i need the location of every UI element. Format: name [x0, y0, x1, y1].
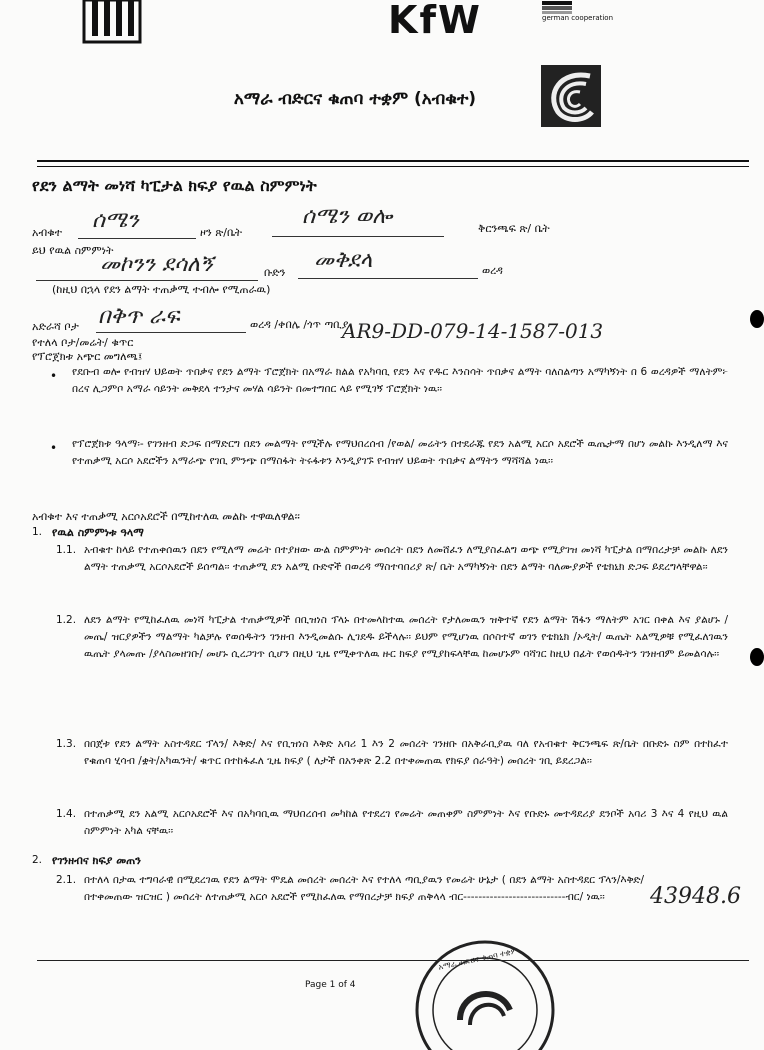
page-number: Page 1 of 4: [305, 980, 356, 990]
beneficiary-note: (ከዚህ በኋላ የደን ልማት ተጠቃሚ ተብሎ የሚጠራዉ): [52, 283, 271, 296]
emblem-logo: [82, 0, 142, 44]
label-zone: ዞን ጽ/ቤት: [200, 226, 243, 239]
clause-2-1-number: 2.1.: [56, 874, 77, 886]
field-line-member: [36, 280, 258, 281]
bullet-dot-2: •: [50, 441, 58, 455]
label-branch: ቅርንጫፍ ጽ/ ቤት: [478, 222, 550, 235]
section-2-number: 2.: [32, 854, 43, 866]
bullet-text-1: የደቡብ ወሎ የብዝሃ ህይወት ጥበቃና የደን ልማት ፕሮጀክት በአማራ ክልል የአካባቢ የደን እና የዱር እንስሳት ጥበቃና ልማት ባለስልጣን አማካኝነት በ 6 ወረዳዎች ማለትም፦ በረና ሊጋምቦ አማራ ሳይንት መቅደላ ተንታና መሃል ሳይንት በመተግበር ላይ የሚገኝ ፕሮጀክት ነዉ፡፡: [72, 366, 728, 395]
kfw-logo-text: KfW: [388, 0, 482, 42]
german-cooperation-flag-icon: [540, 1, 630, 15]
handwritten-amount: 43948.6: [650, 884, 741, 909]
clause-1-4-text: በተጠቃሚ ደን አልሚ አርሶአደሮች እና በአካባቢዉ ማህበረሰብ መካከል የተደረገ የመሬት መጠቀም ስምምነት እና የቡድኑ መተዳደሪያ ደንቦች አባሪ 3 እና 4 የዚህ ዉል ስምምነት አካል ናቸዉ፡፡: [84, 808, 728, 837]
label-address: አድራሻ ቦታ: [32, 320, 79, 333]
bullet-dot-1: •: [50, 369, 58, 383]
bullet-text-2: የፕሮጀክቱ ዓላማ፡- የገንዘብ ድጋፍ በማድርግ በደን መልማት የሚችሉ የማህበረሰብ /የወል/ መሬትን በተደራጁ የደን አልሚ አርሶ አደሮች ዉጤታማ በሆነ መልኩ እንዲለማ እና የተጠቃሚ አርሶ አደሮችን አማራጭ የገቢ ምንጭ በማስፋት ትሩፋቱን እንዲያገኙ የብዝሃ ህይወት ጥበቃና ልማትን ማሻሻል ነዉ፡፡: [72, 438, 728, 467]
field-line-address: [96, 332, 246, 333]
clause-1-1-text: አብቁተ ከላይ የተጠቀሰዉን በደን የሚለማ መሬት በተያዘው ውል ስምምነት መሰረት በደን ለመሸፈን ለሚያስፈልግ ወጭ የሚያገዝ መነሻ ካፒታል በማበረታቻ መልኩ ለደን ልማት ተጠቃሚ አርሶአደሮች ይሰጣል፡፡ ተጠቃሚ ደን አልሚ ቡድኖች በወረዳ ማስተባበሪያ ጽ/ ቤት አማካኝነት በደን ልማት ባለሙያዎች የቴክኒክ ድጋፍ ይደረግላቸዋል፡፡: [84, 544, 728, 573]
clause-1-2-text: ለደን ልማት የሚከፈለዉ መነሻ ካፒታል ተጠቃሚዎች በቢዝነስ ፕላኑ በተመላከተዉ መሰረት የታለመዉን ዝቅተኛ የደን ልማት ሽፋን ማለትም አገር በቀል እና ያልሆኑ /መጤ/ ዝርያዎችን ማልማት ካልቻሉ የወሰዱትን ገንዘብ እንዲመልሱ ሊገደዱ ይችላሉ፡፡ ይህም የሚሆነዉ በሶስተኛ ወገን የቴክኒክ /ኦዲት/ ዉጤት አልሚዎቹ የሚፈለገዉን ዉጤት ያላመጡ /ያላስመዘገቡ/ መሆኑ ሲረጋገጥ ሲሆን በዚህ ጊዜ የሚቀጥለዉ ዙር ክፍያ የሚያከፍላቸዉ ከመሆኑም ባሻገር ከዚህ በፊት የወሰዱትን ገንዘብም ይመልሳሉ፡፡: [84, 614, 728, 660]
handwritten-member-name: መኮንን ደሳለኝ: [100, 252, 214, 277]
intro-text: አብቁተ እና ተጠቃሚ አርሶአደሮች በሚከተለዉ መልኩ ተዋዉለዋል፡፡: [32, 510, 300, 523]
section-1-number: 1.: [32, 526, 43, 538]
header-rule-thin: [37, 166, 749, 167]
clause-2-1-text: በተለላ በታዉ ተግባራዊ በሚደረገዉ የደን ልማት ሞዴል መሰረት መሰረት እና የተለላ ጣቢያዉን የመሬት ሁኔታ ( በደን ልማት አስተዳደር ፕላን/እቅድ/ በተቀመጠው ዝርዝር ) መሰረት ለተጠቃሚ አርሶ አደሮች የሚከፈለዉ የማበረታቻ ክፍያ ጠቅላላ ብር---------------------------ብር/ ነዉ፡፡: [84, 874, 644, 903]
label-abkt: አብቁተ: [32, 226, 63, 239]
kfw-logo: [380, 0, 490, 40]
clause-1-4-number: 1.4.: [56, 808, 77, 820]
handwritten-reference: AR9-DD-079-14-1587-013: [342, 319, 604, 343]
stamp-text: አማራ ብድርና ቁጠባ ተቋም: [437, 946, 519, 972]
header-rule: [37, 160, 749, 162]
field-line-abkt: [78, 238, 196, 239]
official-stamp: [410, 930, 560, 1050]
handwritten-address: በቅጥ ራፍ: [98, 304, 180, 329]
label-project: የፕሮጀክቱ አጭር መግለጫ፤: [32, 350, 143, 363]
handwritten-zone-name: ሰሜን ወሎ: [302, 204, 393, 229]
label-woreda: ወረዳ: [482, 264, 503, 277]
document-title: የደን ልማት መነሻ ካፒታል ክፍያ የዉል ስምምነት: [32, 176, 317, 195]
clause-1-3-text: በበጀቱ የደን ልማት አስተዳደር ፕላን/ እቅድ/ እና የቢዝነስ እቅድ አባሪ 1 እን 2 መሰረት ገንዘቡ በአቅራቢያዉ ባለ የአብቁተ ቅርንጫፍ ጽ/ቤት በቡድኑ ስም በተከፈተ የቁጠባ ሂሳብ /ቋት/አካዉንት/ ቁጥር በተከፋፈለ ጊዜ ክፍያ ( ለታች በአንቀጽ 2.2 በተቀመጠዉ የክፍያ ሰራዓት) መሰረት ገቢ ይደረጋል፡፡: [84, 738, 728, 767]
field-line-group: [298, 278, 478, 279]
german-cooperation-text: german cooperation: [542, 14, 614, 22]
abkt-logo: [540, 64, 602, 128]
section-1-title: የዉል ስምምነቱ ዓላማ: [52, 526, 144, 539]
punch-hole-mark-bottom: [750, 648, 764, 666]
clause-1-1-number: 1.1.: [56, 544, 77, 556]
clause-1-3-number: 1.3.: [56, 738, 77, 750]
label-woreda-kebele: ወረዳ /ቀበሌ /ጎጥ ጣቢያ: [250, 318, 349, 331]
footer-rule: [37, 960, 749, 961]
handwritten-group-name: መቅደላ: [314, 248, 373, 273]
label-group: ቡድን: [264, 266, 286, 279]
field-line-zone: [272, 236, 444, 237]
label-agreement: ይህ የዉል ስምምነት: [32, 244, 114, 257]
organization-title: አማራ ብድርና ቁጠባ ተቋም (አብቁተ): [233, 89, 477, 109]
handwritten-abkt-name: ሰሜን: [92, 208, 139, 233]
punch-hole-mark-top: [750, 310, 764, 328]
german-cooperation-logo: [540, 0, 630, 42]
section-2-title: የገንዘብና ክፍያ መጠን: [52, 854, 142, 867]
label-contact: የተለላ ቦታ/መሬት/ ቁጥር: [32, 336, 134, 349]
clause-1-2-number: 1.2.: [56, 614, 77, 626]
